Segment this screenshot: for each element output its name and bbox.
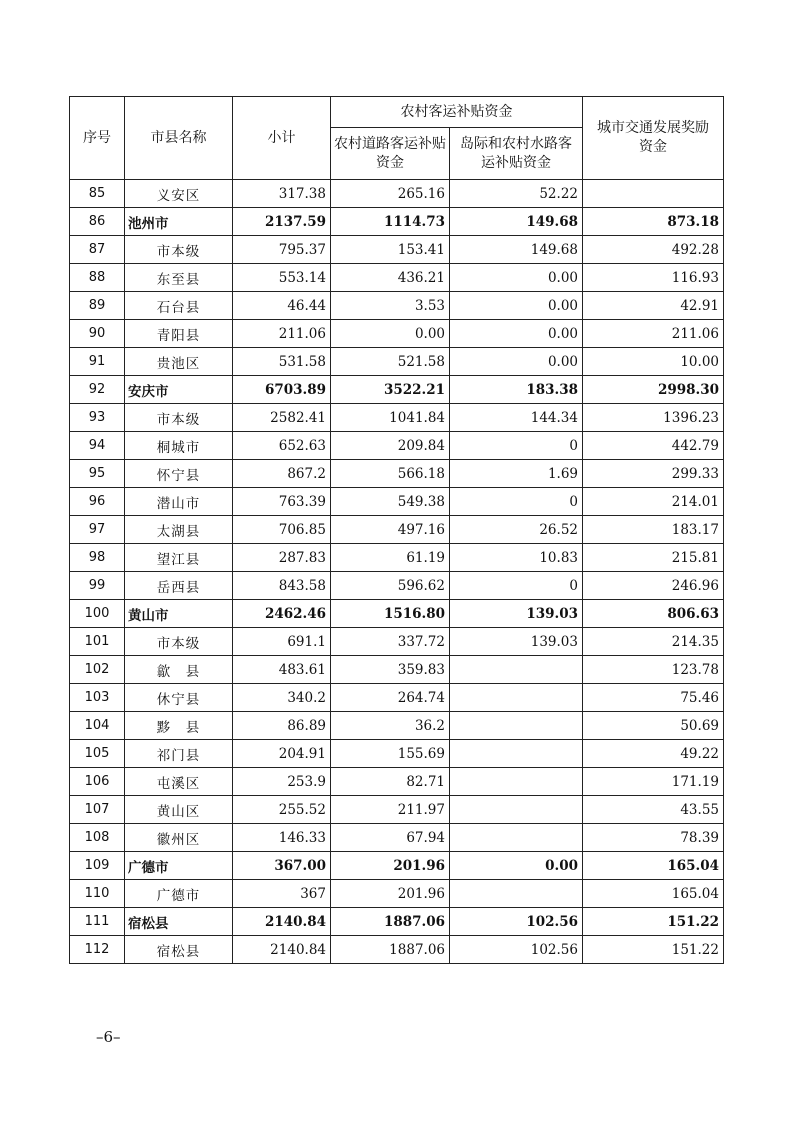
cell-city-transport: 78.39: [583, 824, 724, 852]
cell-city-transport: 10.00: [583, 348, 724, 376]
cell-index: 108: [70, 824, 125, 852]
cell-index: 112: [70, 936, 125, 964]
cell-city-transport: 165.04: [583, 852, 724, 880]
cell-subtotal: 317.38: [233, 180, 331, 208]
cell-island-water: 0: [450, 572, 583, 600]
table-row: [70, 404, 724, 432]
cell-city-transport: 2998.30: [583, 376, 724, 404]
cell-index: 96: [70, 488, 125, 516]
cell-city-transport: 211.06: [583, 320, 724, 348]
table-row: [70, 880, 724, 908]
cell-index: 104: [70, 712, 125, 740]
cell-index: 102: [70, 656, 125, 684]
cell-subtotal: 706.85: [233, 516, 331, 544]
cell-rural-road: 201.96: [331, 852, 450, 880]
table-row: [70, 236, 724, 264]
cell-island-water: 139.03: [450, 628, 583, 656]
cell-index: 90: [70, 320, 125, 348]
cell-city-transport: 49.22: [583, 740, 724, 768]
cell-subtotal: 2140.84: [233, 908, 331, 936]
cell-island-water: 0.00: [450, 264, 583, 292]
cell-subtotal: 2137.59: [233, 208, 331, 236]
cell-index: 99: [70, 572, 125, 600]
cell-name: 望江县: [125, 544, 233, 572]
table-row: [70, 572, 724, 600]
cell-name: 义安区: [125, 180, 233, 208]
cell-subtotal: 46.44: [233, 292, 331, 320]
cell-island-water: [450, 684, 583, 712]
cell-island-water: [450, 880, 583, 908]
cell-name: 太湖县: [125, 516, 233, 544]
cell-name: 休宁县: [125, 684, 233, 712]
cell-city-transport: 806.63: [583, 600, 724, 628]
cell-subtotal: 253.9: [233, 768, 331, 796]
cell-subtotal: 2140.84: [233, 936, 331, 964]
header-rural-road-text: 农村道路客运补贴资金: [334, 135, 446, 171]
cell-index: 97: [70, 516, 125, 544]
cell-island-water: 102.56: [450, 936, 583, 964]
table-row-city: [70, 908, 724, 936]
cell-name: 市本级: [125, 628, 233, 656]
cell-index: 94: [70, 432, 125, 460]
header-city-transport: [583, 97, 724, 180]
cell-rural-road: 67.94: [331, 824, 450, 852]
cell-subtotal: 843.58: [233, 572, 331, 600]
cell-index: 88: [70, 264, 125, 292]
cell-subtotal: 553.14: [233, 264, 331, 292]
table-row: [70, 684, 724, 712]
table-row: [70, 460, 724, 488]
cell-index: 100: [70, 600, 125, 628]
cell-island-water: [450, 656, 583, 684]
cell-index: 87: [70, 236, 125, 264]
cell-subtotal: 652.63: [233, 432, 331, 460]
table-row: [70, 544, 724, 572]
cell-name: 广德市: [125, 852, 233, 880]
cell-subtotal: 867.2: [233, 460, 331, 488]
cell-name: 歙 县: [125, 656, 233, 684]
table-row: [70, 768, 724, 796]
table-row: [70, 740, 724, 768]
cell-subtotal: 6703.89: [233, 376, 331, 404]
cell-island-water: [450, 740, 583, 768]
cell-index: 106: [70, 768, 125, 796]
cell-city-transport: 151.22: [583, 936, 724, 964]
cell-name: 黄山市: [125, 600, 233, 628]
cell-city-transport: 42.91: [583, 292, 724, 320]
cell-island-water: 0: [450, 488, 583, 516]
table-row: [70, 348, 724, 376]
cell-subtotal: 255.52: [233, 796, 331, 824]
cell-city-transport: 299.33: [583, 460, 724, 488]
table-body: [70, 180, 724, 964]
cell-rural-road: 264.74: [331, 684, 450, 712]
table-row: [70, 320, 724, 348]
cell-island-water: 102.56: [450, 908, 583, 936]
cell-subtotal: 204.91: [233, 740, 331, 768]
cell-name: 桐城市: [125, 432, 233, 460]
cell-rural-road: 359.83: [331, 656, 450, 684]
cell-subtotal: 367.00: [233, 852, 331, 880]
cell-rural-road: 0.00: [331, 320, 450, 348]
table-row-city: [70, 600, 724, 628]
cell-island-water: 0: [450, 432, 583, 460]
cell-subtotal: 86.89: [233, 712, 331, 740]
cell-city-transport: 214.35: [583, 628, 724, 656]
cell-name: 池州市: [125, 208, 233, 236]
cell-subtotal: 340.2: [233, 684, 331, 712]
table-row: [70, 712, 724, 740]
cell-index: 95: [70, 460, 125, 488]
cell-rural-road: 1041.84: [331, 404, 450, 432]
cell-rural-road: 211.97: [331, 796, 450, 824]
table-header: [70, 97, 724, 180]
cell-index: 92: [70, 376, 125, 404]
cell-rural-road: 201.96: [331, 880, 450, 908]
cell-rural-road: 153.41: [331, 236, 450, 264]
cell-city-transport: 492.28: [583, 236, 724, 264]
table-row: [70, 628, 724, 656]
cell-rural-road: 436.21: [331, 264, 450, 292]
cell-rural-road: 497.16: [331, 516, 450, 544]
cell-rural-road: 337.72: [331, 628, 450, 656]
cell-city-transport: 1396.23: [583, 404, 724, 432]
cell-island-water: [450, 768, 583, 796]
cell-island-water: 149.68: [450, 236, 583, 264]
cell-island-water: 10.83: [450, 544, 583, 572]
cell-city-transport: 116.93: [583, 264, 724, 292]
table-row: [70, 796, 724, 824]
header-rural-group: 农村客运补贴资金: [331, 97, 583, 128]
cell-island-water: 183.38: [450, 376, 583, 404]
header-island-water-text: 岛际和农村水路客运补贴资金: [460, 135, 572, 171]
cell-rural-road: 61.19: [331, 544, 450, 572]
cell-name: 黄山区: [125, 796, 233, 824]
cell-name: 岳西县: [125, 572, 233, 600]
cell-subtotal: 367: [233, 880, 331, 908]
cell-index: 86: [70, 208, 125, 236]
cell-rural-road: 1887.06: [331, 908, 450, 936]
cell-subtotal: 287.83: [233, 544, 331, 572]
cell-rural-road: 566.18: [331, 460, 450, 488]
header-seq: 序号: [70, 97, 125, 180]
header-subtotal: 小计: [233, 97, 331, 180]
cell-rural-road: 1516.80: [331, 600, 450, 628]
header-rural-road: [331, 128, 450, 180]
cell-subtotal: 146.33: [233, 824, 331, 852]
cell-island-water: 149.68: [450, 208, 583, 236]
table-row: [70, 264, 724, 292]
cell-subtotal: 763.39: [233, 488, 331, 516]
table-row: [70, 488, 724, 516]
cell-name: 广德市: [125, 880, 233, 908]
table-row: [70, 180, 724, 208]
cell-name: 东至县: [125, 264, 233, 292]
cell-index: 105: [70, 740, 125, 768]
cell-city-transport: 873.18: [583, 208, 724, 236]
cell-island-water: 139.03: [450, 600, 583, 628]
cell-name: 黟 县: [125, 712, 233, 740]
table-row: [70, 432, 724, 460]
cell-index: 110: [70, 880, 125, 908]
cell-name: 宿松县: [125, 908, 233, 936]
cell-subtotal: 2462.46: [233, 600, 331, 628]
cell-subtotal: 2582.41: [233, 404, 331, 432]
table-row: [70, 292, 724, 320]
cell-subtotal: 211.06: [233, 320, 331, 348]
cell-island-water: 0.00: [450, 852, 583, 880]
cell-index: 85: [70, 180, 125, 208]
cell-island-water: 0.00: [450, 348, 583, 376]
cell-city-transport: 215.81: [583, 544, 724, 572]
cell-island-water: 0.00: [450, 292, 583, 320]
subsidy-table: [69, 96, 724, 964]
cell-name: 潜山市: [125, 488, 233, 516]
cell-index: 98: [70, 544, 125, 572]
cell-index: 89: [70, 292, 125, 320]
cell-rural-road: 1114.73: [331, 208, 450, 236]
cell-city-transport: 50.69: [583, 712, 724, 740]
cell-city-transport: 171.19: [583, 768, 724, 796]
table-row: [70, 516, 724, 544]
cell-index: 93: [70, 404, 125, 432]
cell-index: 109: [70, 852, 125, 880]
cell-city-transport: 246.96: [583, 572, 724, 600]
cell-rural-road: 209.84: [331, 432, 450, 460]
cell-name: 宿松县: [125, 936, 233, 964]
cell-island-water: 1.69: [450, 460, 583, 488]
cell-rural-road: 82.71: [331, 768, 450, 796]
cell-rural-road: 3522.21: [331, 376, 450, 404]
cell-name: 市本级: [125, 236, 233, 264]
cell-city-transport: 214.01: [583, 488, 724, 516]
cell-subtotal: 483.61: [233, 656, 331, 684]
cell-island-water: 144.34: [450, 404, 583, 432]
cell-island-water: 0.00: [450, 320, 583, 348]
table-row-city: [70, 208, 724, 236]
cell-subtotal: 531.58: [233, 348, 331, 376]
cell-city-transport: 75.46: [583, 684, 724, 712]
header-island-water: [450, 128, 583, 180]
cell-rural-road: 155.69: [331, 740, 450, 768]
cell-rural-road: 596.62: [331, 572, 450, 600]
cell-index: 101: [70, 628, 125, 656]
cell-index: 103: [70, 684, 125, 712]
cell-city-transport: 43.55: [583, 796, 724, 824]
cell-island-water: [450, 796, 583, 824]
cell-name: 屯溪区: [125, 768, 233, 796]
cell-island-water: 52.22: [450, 180, 583, 208]
cell-city-transport: 151.22: [583, 908, 724, 936]
cell-city-transport: [583, 180, 724, 208]
cell-name: 青阳县: [125, 320, 233, 348]
cell-name: 贵池区: [125, 348, 233, 376]
table-row: [70, 936, 724, 964]
cell-rural-road: 265.16: [331, 180, 450, 208]
cell-rural-road: 1887.06: [331, 936, 450, 964]
table-row-city: [70, 376, 724, 404]
cell-name: 安庆市: [125, 376, 233, 404]
cell-island-water: [450, 824, 583, 852]
cell-city-transport: 442.79: [583, 432, 724, 460]
cell-rural-road: 36.2: [331, 712, 450, 740]
cell-subtotal: 691.1: [233, 628, 331, 656]
cell-index: 107: [70, 796, 125, 824]
cell-index: 91: [70, 348, 125, 376]
cell-index: 111: [70, 908, 125, 936]
cell-island-water: 26.52: [450, 516, 583, 544]
cell-name: 徽州区: [125, 824, 233, 852]
cell-name: 怀宁县: [125, 460, 233, 488]
header-city-transport-text: 城市交通发展奖励资金: [597, 120, 709, 155]
page-number: –6–: [96, 1028, 121, 1046]
table-row-city: [70, 852, 724, 880]
cell-name: 石台县: [125, 292, 233, 320]
cell-city-transport: 183.17: [583, 516, 724, 544]
table-row: [70, 656, 724, 684]
cell-city-transport: 123.78: [583, 656, 724, 684]
cell-island-water: [450, 712, 583, 740]
cell-rural-road: 3.53: [331, 292, 450, 320]
cell-rural-road: 549.38: [331, 488, 450, 516]
cell-name: 祁门县: [125, 740, 233, 768]
cell-city-transport: 165.04: [583, 880, 724, 908]
header-name: 市县名称: [125, 97, 233, 180]
cell-name: 市本级: [125, 404, 233, 432]
table-row: [70, 824, 724, 852]
cell-rural-road: 521.58: [331, 348, 450, 376]
cell-subtotal: 795.37: [233, 236, 331, 264]
